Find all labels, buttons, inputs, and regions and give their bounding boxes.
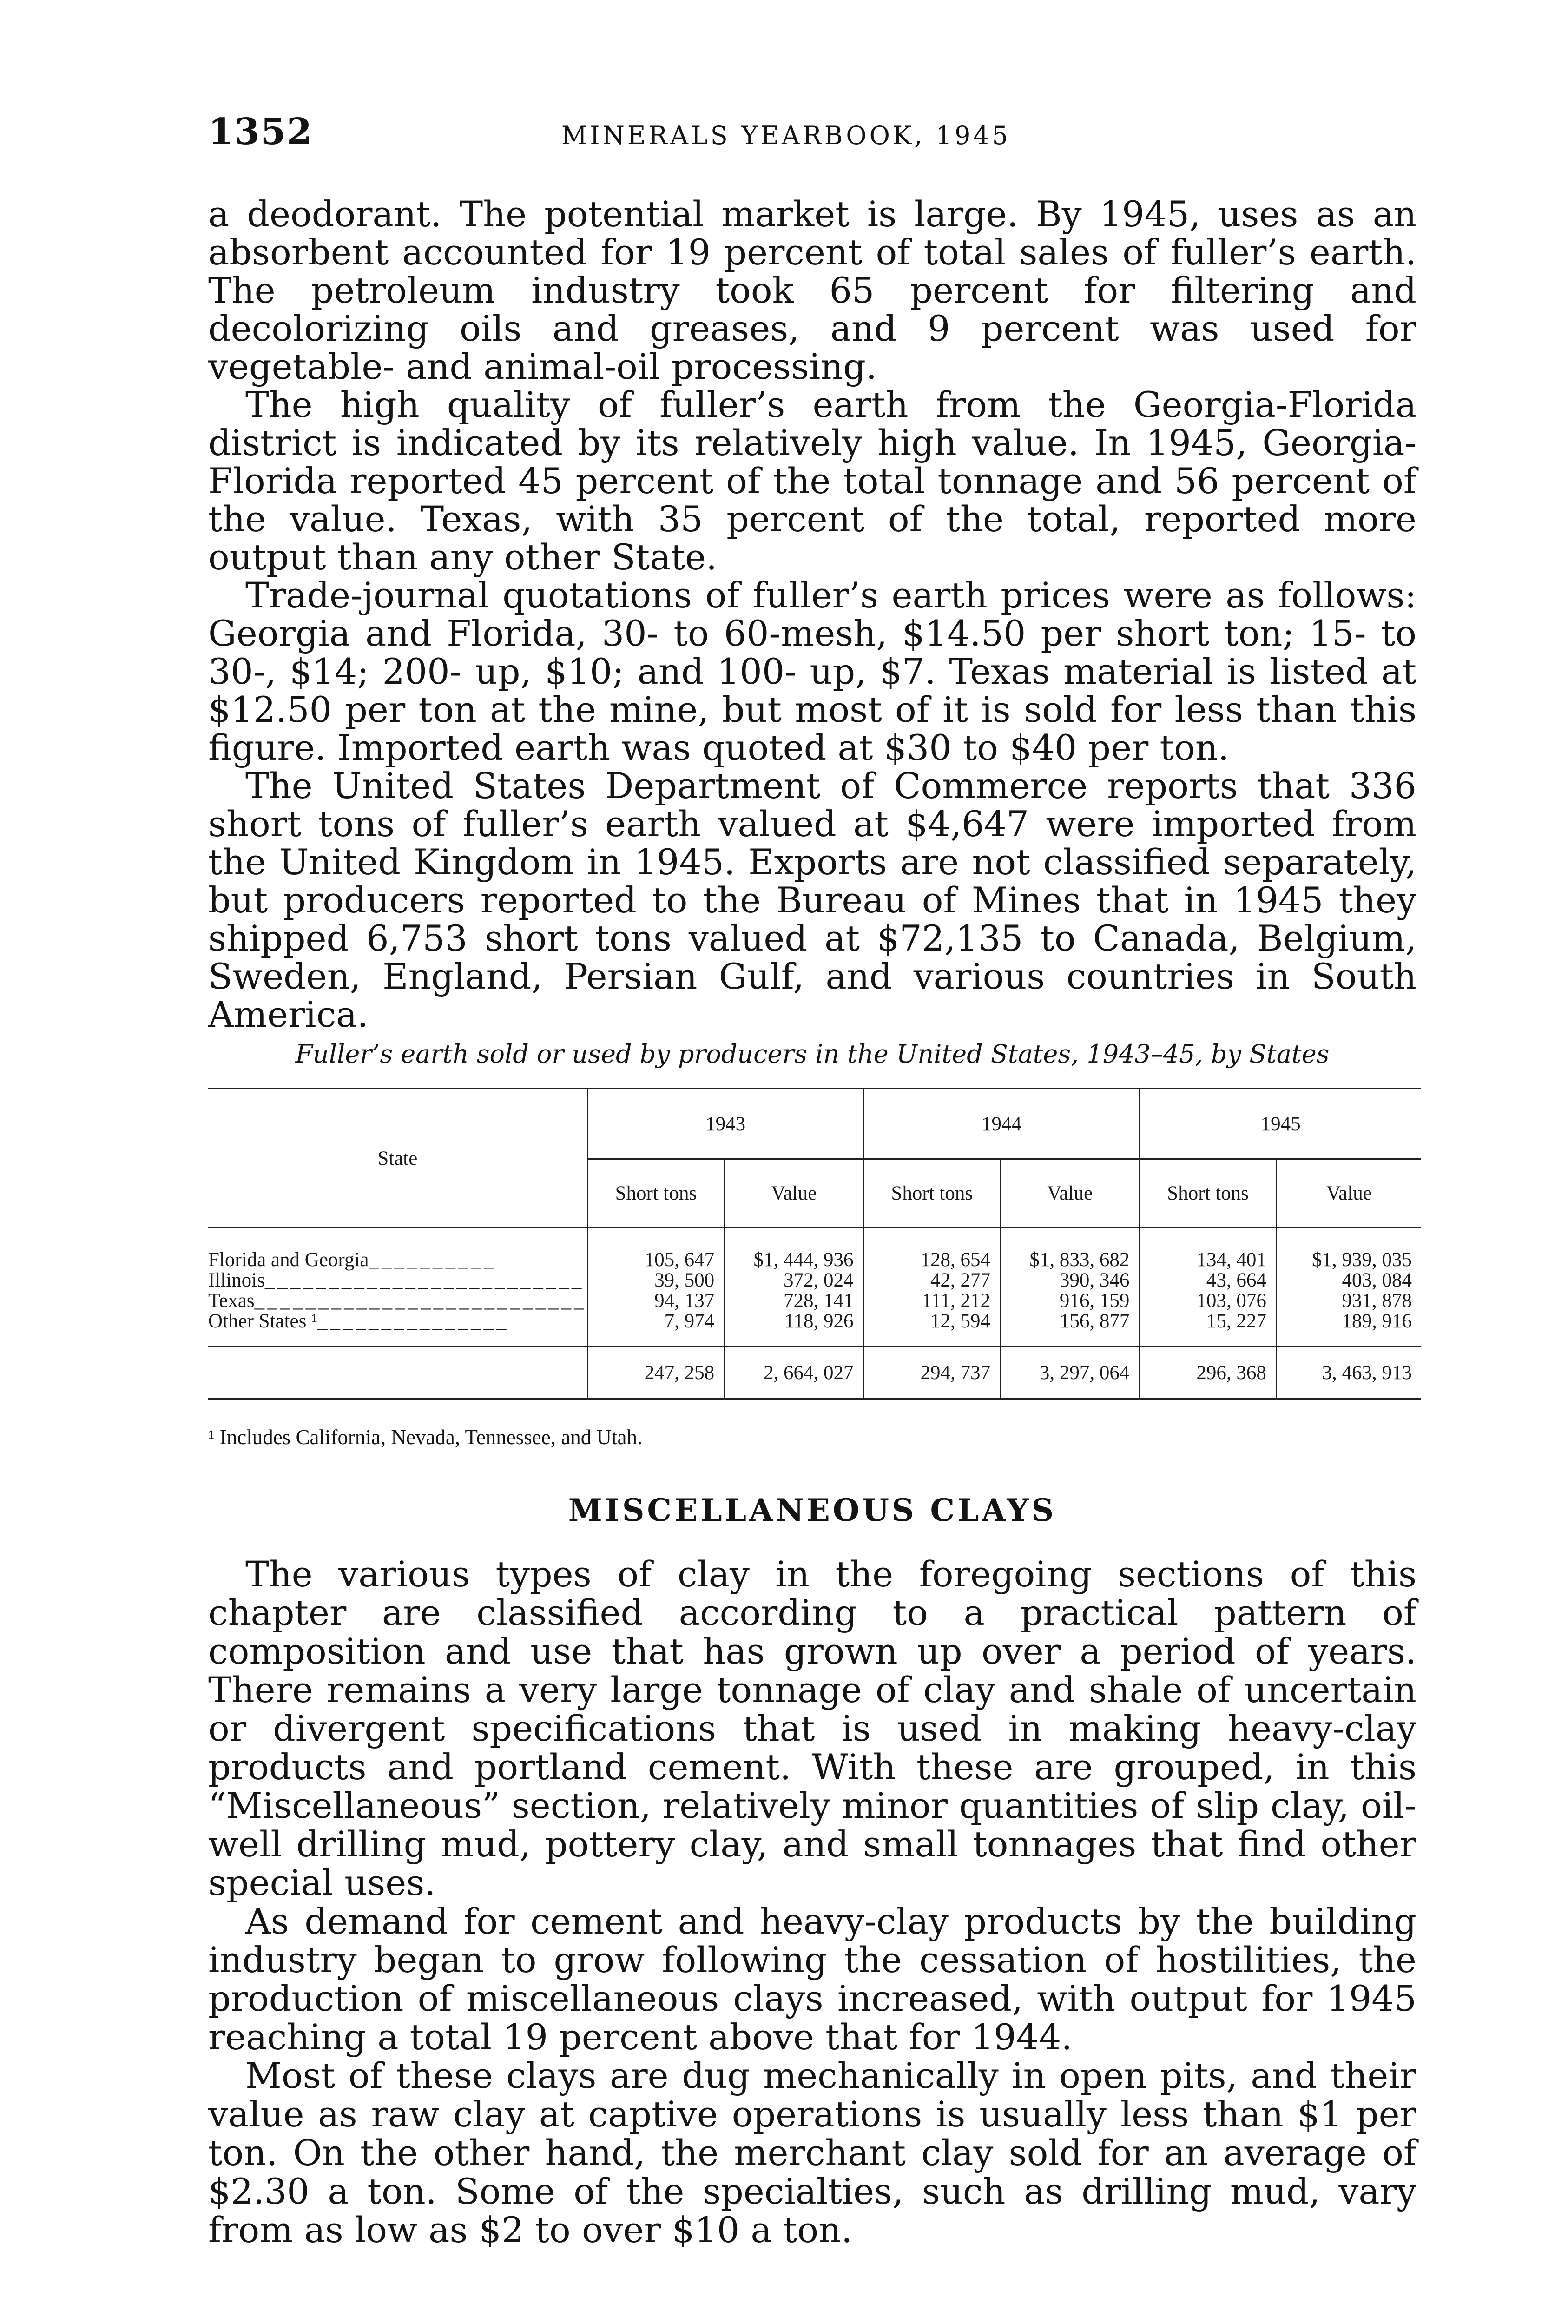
table-caption: Fuller’s earth sold or used by producers in the United States, 1943–45, by States xyxy=(295,1039,1330,1069)
running-head xyxy=(208,111,1416,157)
table-cell: 43, 664 xyxy=(1140,1270,1276,1291)
value-header: Value xyxy=(725,1159,863,1228)
table-cell: 916, 159 xyxy=(1001,1291,1140,1311)
page-number: 1352 xyxy=(208,111,313,153)
state-column-header: State xyxy=(208,1089,587,1228)
state-name: Florida and Georgia xyxy=(208,1249,369,1271)
state-name: Illinois xyxy=(208,1269,265,1291)
total-row xyxy=(208,1347,1421,1400)
total-cell: 2, 664, 027 xyxy=(725,1347,863,1400)
table-cell: 103, 076 xyxy=(1140,1291,1276,1311)
table-cell: 189, 916 xyxy=(1276,1311,1421,1347)
total-label-cell xyxy=(208,1347,587,1400)
total-cell: 3, 463, 913 xyxy=(1276,1347,1421,1400)
total-cell: 3, 297, 064 xyxy=(1001,1347,1140,1400)
table-row xyxy=(208,1311,1421,1347)
dot-leader: _________________________ xyxy=(264,1269,585,1291)
table-footnote: ¹ Includes California, Nevada, Tennessee, and Utah. xyxy=(208,1426,643,1449)
total-cell: 247, 258 xyxy=(587,1347,724,1400)
paragraph: The United States Department of Commerce reports that 336 short tons of fuller’s earth valued at $4,647 were imported from the United Kingdom in 1945. Exports are not classified separately, but producers reported to the Bureau of Mines that in 1945 they shipped 6,753 short tons valued at $72,135 to Canada, Belgium, Sweden, England, Persian Gulf, and various countries in South America. xyxy=(208,765,1416,1035)
paragraph: As demand for cement and heavy-clay products by the building industry began to grow following the cessation of hostilities, the production of miscellaneous clays increased, with output for 1945 reaching a total 19 percent above that for 1944. xyxy=(208,1901,1416,2058)
table-cell: 931, 878 xyxy=(1276,1291,1421,1311)
table-cell: 105, 647 xyxy=(587,1228,724,1271)
table-cell: 39, 500 xyxy=(587,1270,724,1291)
table-cell: 372, 024 xyxy=(725,1270,863,1291)
paragraph: Most of these clays are dug mechanically in open pits, and their value as raw clay at captive operations is usually less than $1 per ton. On the other hand, the merchant clay sold for an average of $2.30 a ton. Some of the specialties, such as drilling mud, vary from as low as $2 to over $10 a ton. xyxy=(208,2055,1416,2251)
miscellaneous-clays-text xyxy=(208,1555,1416,2249)
table-cell: 111, 212 xyxy=(863,1291,1000,1311)
table-row xyxy=(208,1291,1421,1311)
running-title: MINERALS YEARBOOK, 1945 xyxy=(561,121,1011,150)
paragraph: a deodorant. The potential market is large. By 1945, uses as an absorbent accounted for 19 percent of total sales of fuller’s earth. The petroleum industry took 65 percent for filtering and decolorizing oils and greases, and 9 percent was used for vegetable- and animal-oil processing. xyxy=(208,193,1416,387)
short-tons-header: Short tons xyxy=(863,1159,1000,1228)
year-header-1945: 1945 xyxy=(1140,1089,1421,1159)
dot-leader: __________ xyxy=(369,1249,497,1271)
state-name: Other States ¹ xyxy=(208,1310,318,1332)
total-cell: 294, 737 xyxy=(863,1347,1000,1400)
table-cell: 403, 084 xyxy=(1276,1270,1421,1291)
dot-leader: _______________ xyxy=(317,1310,509,1332)
value-header: Value xyxy=(1001,1159,1140,1228)
table-cell: 156, 877 xyxy=(1001,1311,1140,1347)
table-cell: $1, 833, 682 xyxy=(1001,1228,1140,1271)
value-header: Value xyxy=(1276,1159,1421,1228)
table-cell: 128, 654 xyxy=(863,1228,1000,1271)
table-cell: 94, 137 xyxy=(587,1291,724,1311)
table-cell: 118, 926 xyxy=(725,1311,863,1347)
paragraph: The various types of clay in the foregoing sections of this chapter are classified according to a practical pattern of composition and use that has grown up over a period of years. There remains a very large tonnage of clay and shale of uncertain or divergent specifications that is used in making heavy-clay products and portland cement. With these are grouped, in this “Miscellaneous” section, relatively minor quantities of slip clay, oil-well drilling mud, pottery clay, and small tonnages that find other special uses. xyxy=(208,1553,1416,1903)
table-cell: 728, 141 xyxy=(725,1291,863,1311)
table-cell: 12, 594 xyxy=(863,1311,1000,1347)
table-row xyxy=(208,1270,1421,1291)
fullers-earth-text xyxy=(208,195,1416,1034)
short-tons-header: Short tons xyxy=(587,1159,724,1228)
short-tons-header: Short tons xyxy=(1140,1159,1276,1228)
paragraph: The high quality of fuller’s earth from the Georgia-Florida district is indicated by its relatively high value. In 1945, Georgia-Florida reported 45 percent of the total tonnage and 56 percent of the value. Texas, with 35 percent of the total, reported more output than any other State. xyxy=(208,384,1416,578)
table-cell: 134, 401 xyxy=(1140,1228,1276,1271)
table-cell: 7, 974 xyxy=(587,1311,724,1347)
table-cell: 15, 227 xyxy=(1140,1311,1276,1347)
table-row xyxy=(208,1228,1421,1271)
table-cell: $1, 939, 035 xyxy=(1276,1228,1421,1271)
paragraph: Trade-journal quotations of fuller’s earth prices were as follows: Georgia and Florida, 30- to 60-mesh, $14.50 per short ton; 15- to 30-, $14; 200- up, $10; and 100- up, $7. Texas material is listed at $12.50 per ton at the mine, but most of it is sold for less than this figure. Imported earth was quoted at $30 to $40 per ton. xyxy=(208,574,1416,768)
year-header-1943: 1943 xyxy=(587,1089,863,1159)
total-cell: 296, 368 xyxy=(1140,1347,1276,1400)
dot-leader: __________________________ xyxy=(254,1290,587,1312)
fullers-earth-table xyxy=(208,1088,1421,1400)
table-cell: 390, 346 xyxy=(1001,1270,1140,1291)
section-heading: MISCELLANEOUS CLAYS xyxy=(568,1492,1057,1528)
table-cell: 42, 277 xyxy=(863,1270,1000,1291)
table-cell: $1, 444, 936 xyxy=(725,1228,863,1271)
state-name: Texas xyxy=(208,1290,255,1312)
year-header-1944: 1944 xyxy=(863,1089,1140,1159)
